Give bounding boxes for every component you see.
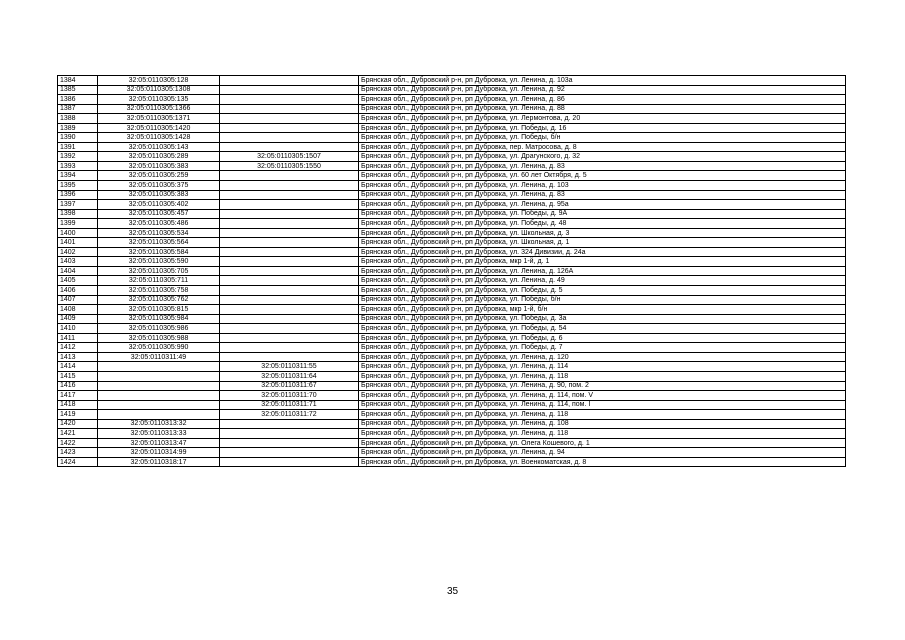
row-number-cell: 1415 xyxy=(58,371,98,381)
related-cadastral-number-cell xyxy=(220,295,359,305)
cadastral-number-cell: 32:05:0110318:17 xyxy=(98,457,220,467)
table-row xyxy=(58,161,846,171)
table-row xyxy=(58,85,846,95)
table-row xyxy=(58,333,846,343)
row-number-cell: 1395 xyxy=(58,181,98,191)
row-number-cell: 1385 xyxy=(58,85,98,95)
cadastral-number-cell: 32:05:0110305:990 xyxy=(98,343,220,353)
cadastral-number-cell: 32:05:0110305:1420 xyxy=(98,123,220,133)
address-cell: Брянская обл., Дубровский р-н, рп Дубровка, ул. Победы, д. 9А xyxy=(359,209,846,219)
table-row xyxy=(58,343,846,353)
cadastral-number-cell: 32:05:0110305:383 xyxy=(98,190,220,200)
table-row xyxy=(58,324,846,334)
row-number-cell: 1413 xyxy=(58,352,98,362)
table-row xyxy=(58,209,846,219)
related-cadastral-number-cell xyxy=(220,305,359,315)
address-cell: Брянская обл., Дубровский р-н, рп Дубровка, ул. Лермонтова, д. 20 xyxy=(359,114,846,124)
address-cell: Брянская обл., Дубровский р-н, рп Дубровка, ул. Ленина, д. 90, пом. 2 xyxy=(359,381,846,391)
row-number-cell: 1418 xyxy=(58,400,98,410)
table-row xyxy=(58,410,846,420)
related-cadastral-number-cell: 32:05:0110311:55 xyxy=(220,362,359,372)
related-cadastral-number-cell xyxy=(220,228,359,238)
related-cadastral-number-cell xyxy=(220,190,359,200)
related-cadastral-number-cell: 32:05:0110305:1507 xyxy=(220,152,359,162)
cadastral-number-cell: 32:05:0110305:534 xyxy=(98,228,220,238)
row-number-cell: 1409 xyxy=(58,314,98,324)
table-row xyxy=(58,247,846,257)
related-cadastral-number-cell xyxy=(220,114,359,124)
row-number-cell: 1406 xyxy=(58,286,98,296)
cadastral-number-cell xyxy=(98,381,220,391)
registry-table-body xyxy=(58,76,846,467)
row-number-cell: 1420 xyxy=(58,419,98,429)
table-row xyxy=(58,200,846,210)
cadastral-number-cell: 32:05:0110305:584 xyxy=(98,247,220,257)
address-cell: Брянская обл., Дубровский р-н, рп Дубровка, ул. Победы, б/н xyxy=(359,133,846,143)
row-number-cell: 1419 xyxy=(58,410,98,420)
row-number-cell: 1416 xyxy=(58,381,98,391)
related-cadastral-number-cell xyxy=(220,266,359,276)
row-number-cell: 1400 xyxy=(58,228,98,238)
address-cell: Брянская обл., Дубровский р-н, рп Дубровка, ул. Драгунского, д. 32 xyxy=(359,152,846,162)
related-cadastral-number-cell xyxy=(220,200,359,210)
related-cadastral-number-cell xyxy=(220,314,359,324)
row-number-cell: 1389 xyxy=(58,123,98,133)
table-row xyxy=(58,152,846,162)
address-cell: Брянская обл., Дубровский р-н, рп Дубровка, ул. Ленина, д. 118 xyxy=(359,429,846,439)
cadastral-number-cell: 32:05:0110305:143 xyxy=(98,142,220,152)
cadastral-number-cell xyxy=(98,362,220,372)
cadastral-number-cell xyxy=(98,391,220,401)
page-number: 35 xyxy=(446,586,459,597)
row-number-cell: 1422 xyxy=(58,438,98,448)
table-row xyxy=(58,228,846,238)
row-number-cell: 1421 xyxy=(58,429,98,439)
related-cadastral-number-cell xyxy=(220,419,359,429)
related-cadastral-number-cell xyxy=(220,171,359,181)
table-row xyxy=(58,419,846,429)
table-row xyxy=(58,362,846,372)
row-number-cell: 1397 xyxy=(58,200,98,210)
cadastral-number-cell: 32:05:0110305:705 xyxy=(98,266,220,276)
address-cell: Брянская обл., Дубровский р-н, рп Дубровка, ул. Победы, д. 48 xyxy=(359,219,846,229)
cadastral-number-cell: 32:05:0110305:815 xyxy=(98,305,220,315)
table-row xyxy=(58,142,846,152)
related-cadastral-number-cell xyxy=(220,352,359,362)
related-cadastral-number-cell: 32:05:0110305:1550 xyxy=(220,161,359,171)
row-number-cell: 1408 xyxy=(58,305,98,315)
table-row xyxy=(58,114,846,124)
address-cell: Брянская обл., Дубровский р-н, рп Дубровка, ул. Победы, д. 16 xyxy=(359,123,846,133)
related-cadastral-number-cell xyxy=(220,257,359,267)
row-number-cell: 1393 xyxy=(58,161,98,171)
address-cell: Брянская обл., Дубровский р-н, рп Дубровка, ул. Победы, д. 7 xyxy=(359,343,846,353)
registry-table xyxy=(57,75,846,467)
address-cell: Брянская обл., Дубровский р-н, рп Дубровка, ул. Олега Кошевого, д. 1 xyxy=(359,438,846,448)
table-row xyxy=(58,371,846,381)
address-cell: Брянская обл., Дубровский р-н, рп Дубровка, ул. Военкоматская, д. 8 xyxy=(359,457,846,467)
address-cell: Брянская обл., Дубровский р-н, рп Дубровка, ул. Ленина, д. 114, пом. V xyxy=(359,391,846,401)
related-cadastral-number-cell xyxy=(220,133,359,143)
cadastral-number-cell: 32:05:0110305:758 xyxy=(98,286,220,296)
cadastral-number-cell: 32:05:0110305:383 xyxy=(98,161,220,171)
cadastral-number-cell: 32:05:0110305:289 xyxy=(98,152,220,162)
address-cell: Брянская обл., Дубровский р-н, рп Дубровка, ул. Школьная, д. 3 xyxy=(359,228,846,238)
cadastral-number-cell: 32:05:0110313:33 xyxy=(98,429,220,439)
address-cell: Брянская обл., Дубровский р-н, рп Дубровка, ул. Ленина, д. 92 xyxy=(359,85,846,95)
address-cell: Брянская обл., Дубровский р-н, рп Дубровка, ул. Победы, д. 6 xyxy=(359,333,846,343)
cadastral-number-cell: 32:05:0110305:375 xyxy=(98,181,220,191)
table-row xyxy=(58,123,846,133)
address-cell: Брянская обл., Дубровский р-н, рп Дубровка, ул. Ленина, д. 103 xyxy=(359,181,846,191)
cadastral-number-cell: 32:05:0110305:711 xyxy=(98,276,220,286)
table-row xyxy=(58,400,846,410)
table-row xyxy=(58,429,846,439)
cadastral-number-cell: 32:05:0110305:135 xyxy=(98,95,220,105)
row-number-cell: 1424 xyxy=(58,457,98,467)
row-number-cell: 1401 xyxy=(58,238,98,248)
address-cell: Брянская обл., Дубровский р-н, рп Дубровка, ул. Ленина, д. 118 xyxy=(359,410,846,420)
table-row xyxy=(58,238,846,248)
cadastral-number-cell: 32:05:0110305:762 xyxy=(98,295,220,305)
address-cell: Брянская обл., Дубровский р-н, рп Дубровка, ул. Ленина, д. 120 xyxy=(359,352,846,362)
table-row xyxy=(58,257,846,267)
cadastral-number-cell: 32:05:0110311:49 xyxy=(98,352,220,362)
related-cadastral-number-cell xyxy=(220,429,359,439)
related-cadastral-number-cell xyxy=(220,209,359,219)
cadastral-number-cell: 32:05:0110305:1366 xyxy=(98,104,220,114)
address-cell: Брянская обл., Дубровский р-н, рп Дубровка, ул. Ленина, д. 114 xyxy=(359,362,846,372)
table-row xyxy=(58,181,846,191)
related-cadastral-number-cell xyxy=(220,343,359,353)
address-cell: Брянская обл., Дубровский р-н, рп Дубровка, мкр 1-й, б/н xyxy=(359,305,846,315)
row-number-cell: 1414 xyxy=(58,362,98,372)
cadastral-number-cell: 32:05:0110305:402 xyxy=(98,200,220,210)
related-cadastral-number-cell xyxy=(220,219,359,229)
cadastral-number-cell: 32:05:0110305:457 xyxy=(98,209,220,219)
table-row xyxy=(58,381,846,391)
cadastral-number-cell: 32:05:0110305:984 xyxy=(98,314,220,324)
table-row xyxy=(58,95,846,105)
row-number-cell: 1390 xyxy=(58,133,98,143)
row-number-cell: 1399 xyxy=(58,219,98,229)
cadastral-number-cell: 32:05:0110305:1371 xyxy=(98,114,220,124)
related-cadastral-number-cell xyxy=(220,286,359,296)
table-row xyxy=(58,352,846,362)
row-number-cell: 1392 xyxy=(58,152,98,162)
table-row xyxy=(58,391,846,401)
related-cadastral-number-cell: 32:05:0110311:71 xyxy=(220,400,359,410)
table-row xyxy=(58,286,846,296)
row-number-cell: 1423 xyxy=(58,448,98,458)
address-cell: Брянская обл., Дубровский р-н, рп Дубровка, ул. Ленина, д. 95а xyxy=(359,200,846,210)
related-cadastral-number-cell xyxy=(220,76,359,86)
address-cell: Брянская обл., Дубровский р-н, рп Дубровка, ул. 60 лет Октября, д. 5 xyxy=(359,171,846,181)
related-cadastral-number-cell xyxy=(220,247,359,257)
table-row xyxy=(58,266,846,276)
row-number-cell: 1391 xyxy=(58,142,98,152)
table-row xyxy=(58,457,846,467)
address-cell: Брянская обл., Дубровский р-н, рп Дубровка, ул. Ленина, д. 83 xyxy=(359,190,846,200)
related-cadastral-number-cell xyxy=(220,324,359,334)
related-cadastral-number-cell xyxy=(220,85,359,95)
related-cadastral-number-cell: 32:05:0110311:67 xyxy=(220,381,359,391)
related-cadastral-number-cell xyxy=(220,333,359,343)
table-row xyxy=(58,104,846,114)
row-number-cell: 1407 xyxy=(58,295,98,305)
cadastral-number-cell: 32:05:0110313:47 xyxy=(98,438,220,448)
table-row xyxy=(58,133,846,143)
related-cadastral-number-cell xyxy=(220,104,359,114)
row-number-cell: 1396 xyxy=(58,190,98,200)
row-number-cell: 1402 xyxy=(58,247,98,257)
address-cell: Брянская обл., Дубровский р-н, рп Дубровка, мкр 1-й, д. 1 xyxy=(359,257,846,267)
related-cadastral-number-cell xyxy=(220,181,359,191)
cadastral-number-cell: 32:05:0110305:486 xyxy=(98,219,220,229)
address-cell: Брянская обл., Дубровский р-н, рп Дубровка, ул. Ленина, д. 103а xyxy=(359,76,846,86)
row-number-cell: 1405 xyxy=(58,276,98,286)
cadastral-number-cell: 32:05:0110305:259 xyxy=(98,171,220,181)
row-number-cell: 1384 xyxy=(58,76,98,86)
cadastral-number-cell: 32:05:0110313:32 xyxy=(98,419,220,429)
row-number-cell: 1386 xyxy=(58,95,98,105)
table-row xyxy=(58,295,846,305)
related-cadastral-number-cell: 32:05:0110311:64 xyxy=(220,371,359,381)
row-number-cell: 1388 xyxy=(58,114,98,124)
table-row xyxy=(58,314,846,324)
table-row xyxy=(58,171,846,181)
address-cell: Брянская обл., Дубровский р-н, рп Дубровка, ул. 324 Дивизии, д. 24а xyxy=(359,247,846,257)
table-row xyxy=(58,305,846,315)
cadastral-number-cell: 32:05:0110305:988 xyxy=(98,333,220,343)
address-cell: Брянская обл., Дубровский р-н, рп Дубровка, ул. Ленина, д. 94 xyxy=(359,448,846,458)
related-cadastral-number-cell xyxy=(220,123,359,133)
address-cell: Брянская обл., Дубровский р-н, рп Дубровка, ул. Победы, д. 3а xyxy=(359,314,846,324)
row-number-cell: 1417 xyxy=(58,391,98,401)
row-number-cell: 1412 xyxy=(58,343,98,353)
table-row xyxy=(58,76,846,86)
address-cell: Брянская обл., Дубровский р-н, рп Дубровка, ул. Ленина, д. 126А xyxy=(359,266,846,276)
address-cell: Брянская обл., Дубровский р-н, рп Дубровка, ул. Ленина, д. 118 xyxy=(359,371,846,381)
cadastral-number-cell xyxy=(98,371,220,381)
address-cell: Брянская обл., Дубровский р-н, рп Дубровка, ул. Ленина, д. 49 xyxy=(359,276,846,286)
cadastral-number-cell: 32:05:0110305:1428 xyxy=(98,133,220,143)
row-number-cell: 1387 xyxy=(58,104,98,114)
table-row xyxy=(58,190,846,200)
table-row xyxy=(58,438,846,448)
related-cadastral-number-cell xyxy=(220,438,359,448)
address-cell: Брянская обл., Дубровский р-н, рп Дубровка, ул. Школьная, д. 1 xyxy=(359,238,846,248)
related-cadastral-number-cell xyxy=(220,457,359,467)
related-cadastral-number-cell xyxy=(220,142,359,152)
related-cadastral-number-cell: 32:05:0110311:72 xyxy=(220,410,359,420)
related-cadastral-number-cell xyxy=(220,276,359,286)
address-cell: Брянская обл., Дубровский р-н, рп Дубровка, ул. Победы, д. 5 xyxy=(359,286,846,296)
cadastral-number-cell: 32:05:0110305:564 xyxy=(98,238,220,248)
address-cell: Брянская обл., Дубровский р-н, рп Дубровка, ул. Ленина, д. 108 xyxy=(359,419,846,429)
related-cadastral-number-cell: 32:05:0110311:70 xyxy=(220,391,359,401)
address-cell: Брянская обл., Дубровский р-н, рп Дубровка, ул. Победы, д. 54 xyxy=(359,324,846,334)
row-number-cell: 1410 xyxy=(58,324,98,334)
table-row xyxy=(58,448,846,458)
address-cell: Брянская обл., Дубровский р-н, рп Дубровка, ул. Победы, б/н xyxy=(359,295,846,305)
row-number-cell: 1411 xyxy=(58,333,98,343)
related-cadastral-number-cell xyxy=(220,95,359,105)
table-row xyxy=(58,276,846,286)
row-number-cell: 1403 xyxy=(58,257,98,267)
cadastral-number-cell: 32:05:0110305:1308 xyxy=(98,85,220,95)
row-number-cell: 1398 xyxy=(58,209,98,219)
related-cadastral-number-cell xyxy=(220,238,359,248)
related-cadastral-number-cell xyxy=(220,448,359,458)
cadastral-number-cell: 32:05:0110305:986 xyxy=(98,324,220,334)
row-number-cell: 1404 xyxy=(58,266,98,276)
address-cell: Брянская обл., Дубровский р-н, рп Дубровка, ул. Ленина, д. 86 xyxy=(359,95,846,105)
cadastral-number-cell: 32:05:0110305:128 xyxy=(98,76,220,86)
row-number-cell: 1394 xyxy=(58,171,98,181)
table-row xyxy=(58,219,846,229)
address-cell: Брянская обл., Дубровский р-н, рп Дубровка, ул. Ленина, д. 83 xyxy=(359,161,846,171)
cadastral-number-cell xyxy=(98,400,220,410)
cadastral-number-cell: 32:05:0110305:590 xyxy=(98,257,220,267)
address-cell: Брянская обл., Дубровский р-н, рп Дубровка, ул. Ленина, д. 114, пом. I xyxy=(359,400,846,410)
address-cell: Брянская обл., Дубровский р-н, рп Дубровка, пер. Матросова, д. 8 xyxy=(359,142,846,152)
cadastral-number-cell: 32:05:0110314:99 xyxy=(98,448,220,458)
cadastral-number-cell xyxy=(98,410,220,420)
address-cell: Брянская обл., Дубровский р-н, рп Дубровка, ул. Ленина, д. 88 xyxy=(359,104,846,114)
